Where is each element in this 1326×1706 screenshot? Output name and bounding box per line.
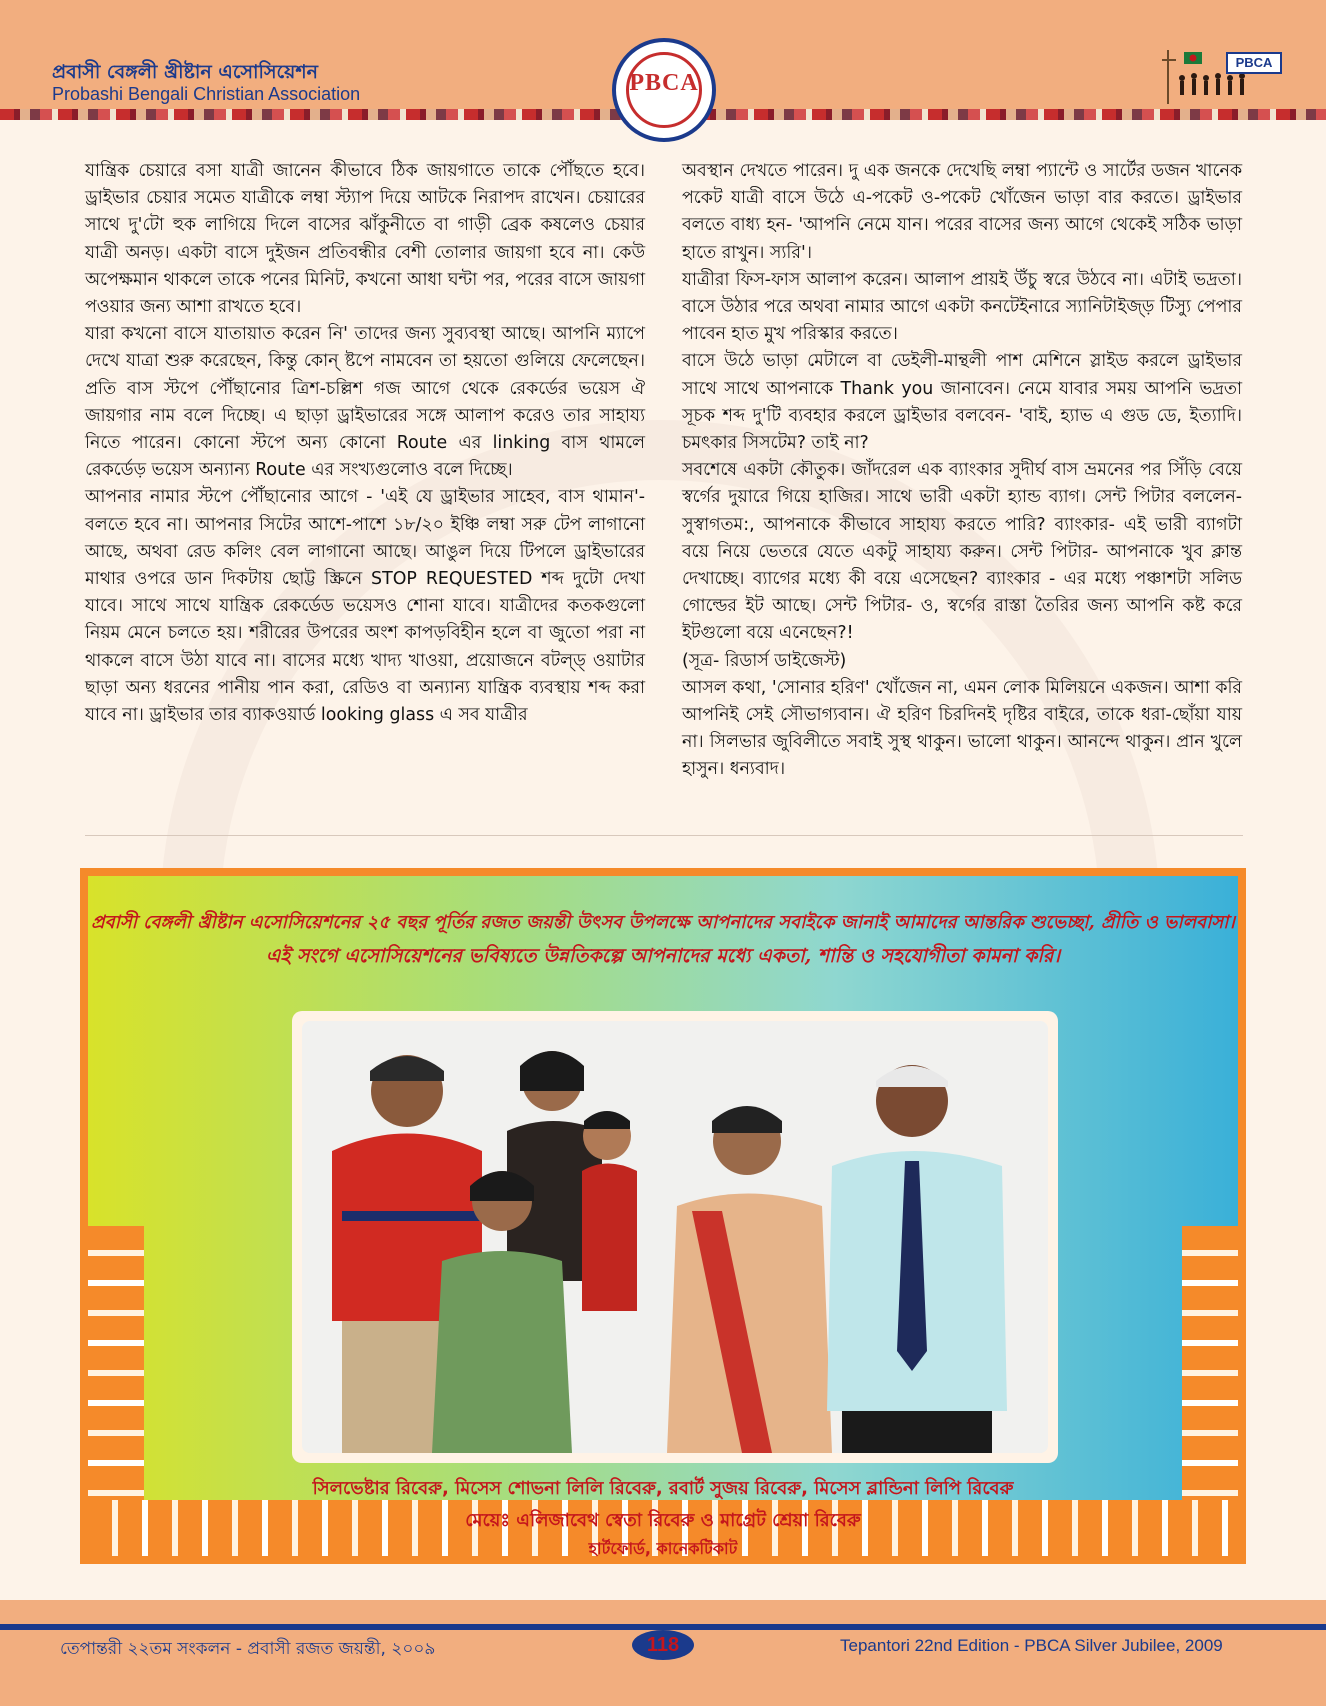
logo-letters: PBCA [629,70,699,96]
article-right-column [682,158,1242,784]
article-paragraph: যারা কখনো বাসে যাতায়াত করেন নি' তাদের জন্য সুব্যবস্থা আছে। আপনি ম্যাপে দেখে যাত্রা শুরু করেছেন, কিন্তু কোন্ ষ্টপে নামবেন তা হয়তো গুলিয়ে ফেলেছেন। প্রতি বাস স্টপে পৌঁছানোর ত্রিশ-চল্লিশ গজ আগে থেকে রেকর্ডের ভয়েস ঐ জায়গার নাম বলে দিচ্ছে। এ ছাড়া ড্রাইভারের সঙ্গে আলাপ করেও তার সাহায্য নিতে পারেন। কোনো স্টপে অন্য কোনো Route এর linking বাস থামলে রেকর্ডেড় ভয়েস অন্যান্য Route এর সংখ্যগুলোও বলে দিচ্ছে। [85,324,645,481]
pbca-logo [612,38,716,142]
section-divider [85,835,1243,836]
org-name-english: Probashi Bengali Christian Association [52,84,361,104]
org-name-bengali: প্রবাসী বেঙ্গলী খ্রীষ্টান এসোসিয়েশন [52,61,318,83]
article-paragraph: সবশেষে একটা কৌতুক। জাঁদরেল এক ব্যাংকার সুদীর্ঘ বাস ভ্রমনের পর সিঁড়ি বেয়ে স্বর্গের দুয়ারে গিয়ে হাজির। সাথে ভারী একটা হ্যান্ড ব্যাগ। সেন্ট পিটার বললেন-সুস্বাগতম:, আপনাকে কীভাবে সাহায্য করতে পারি? ব্যাংকার- এই ভারী ব্যাগটা বয়ে নিয়ে ভেতরে যেতে একটু সাহায্য করুন। সেন্ট পিটার- আপনাকে খুব ক্লান্ত দেখাচ্ছে। ব্যাগের মধ্যে কী বয়ে এসেছেন? ব্যাংকার - এর মধ্যে পঞ্চাশটা সলিড গোল্ডের ইট আছে। সেন্ট পিটার- ও, স্বর্গের রাস্তা তৈরির জন্য আপনি কষ্ট করে ইটগুলো বয়ে এনেছেন?! [682,460,1242,644]
greeting-line-2: এই সংগে এসোসিয়েশনের ভবিষ্যতে উন্নতিকল্পে আপনাদের মধ্যে একতা, শান্তি ও সহযোগীতা কামনা করি। [265,945,1061,967]
footer-edition-english: Tepantori 22nd Edition - PBCA Silver Jubilee, 2009 [840,1636,1223,1655]
photo-caption-daughters: মেয়েঃ এলিজাবেথ স্বেতা রিবেরু ও মাগ্রেট শ্রেয়া রিবেরু [465,1510,861,1531]
article-paragraph: যাত্রীরা ফিস-ফাস আলাপ করেন। আলাপ প্রায়ই উঁচু স্বরে উঠবে না। এটাই ভদ্রতা। বাসে উঠার পরে অথবা নামার আগে একটা কনটেইনারে স্যানিটাইজ্ড় টিস্যু পেপার পাবেন হাত মুখ পরিস্কার করতে। [682,269,1242,345]
article-paragraph: যান্ত্রিক চেয়ারে বসা যাত্রী জানেন কীভাবে ঠিক জায়গাতে তাকে পৌঁছতে হবে। ড্রাইভার চেয়ার সমেত যাত্রীকে লম্বা স্ট্যাপ দিয়ে আটকে নিরাপদ রাখেন। চেয়ারের সাথে দু'টো হুক লাগিয়ে দিলে বাসের ঝাঁকুনীতে বা গাড়ী ব্রেক কষলেও চেয়ার যাত্রী অনড়। একটা বাসে দুইজন প্রতিবন্ধীর বেশী তোলার জায়গা হবে না। কেউ অপেক্ষমান থাকলে তাকে পনের মিনিট, কখনো আধা ঘন্টা পর, পরের বাসে জায়গা পওয়ার জন্য আশা রাখতে হবে। [85,161,645,318]
photo-caption-location: হার্টফোর্ড, কানেকটিকাট [588,1539,738,1558]
family-photo-illustration [302,1021,1048,1453]
greeting-banner [80,868,1246,1564]
article-paragraph: আসল কথা, 'সোনার হরিণ' খোঁজেন না, এমন লোক মিলিয়নে একজন। আশা করি আপনিই সেই সৌভাগ্যবান। ঐ হরিণ চিরদিনই দৃষ্টির বাইরে, তাকে ধরা-ছোঁয়া যায় না। সিলভার জুবিলীতে সবাই সুস্থ থাকুন। ভালো থাকুন। আনন্দে থাকুন। প্রান খুলে হাসুন। ধন্যবাদ। [682,677,1242,780]
page-number: 118 [632,1630,694,1660]
article-paragraph: বাসে উঠে ভাড়া মেটালে বা ডেইলী-মান্থলী পাশ মেশিনে স্লাইড করলে ড্রাইভার সাথে সাথে আপনাকে Thank you জানাবেন। নেমে যাবার সময় আপনি ভদ্রতা সূচক শব্দ দু'টি ব্যবহার করলে ড্রাইভার বলবেন- 'বাই, হ্যাভ এ গুড ডে, ইত্যাদি। চমৎকার সিসটেম? তাই না? [682,351,1242,454]
greeting-line-1: প্রবাসী বেঙ্গলী খ্রীষ্টান এসোসিয়েশনের ২৫ বছর পূর্তির রজত জয়ন্তী উৎসব উপলক্ষে আপনাদের সবাইকে জানাই আমাদের আন্তরিক শুভেচ্ছা, প্রীতি ও ভালবাসা। [91,912,1235,933]
page-header [0,0,1326,120]
article-left-column [85,158,645,729]
article-paragraph: আপনার নামার স্টপে পৌঁছানোর আগে - 'এই যে ড্রাইভার সাহেব, বাস থামান'-বলতে হবে না। আপনার সিটের আশে-পাশে ১৮/২০ ইঞ্চি লম্বা সরু টেপ লাগানো আছে, অথবা রেড কলিং বেল লাগানো আছে। আঙুল দিয়ে টিপলে ড্রাইভারের মাথার ওপরে ডান দিকটায় ছোট্ট স্ক্রিনে STOP REQUESTED শব্দ দুটো দেখা যাবে। সাথে সাথে যান্ত্রিক রেকর্ডেড ভয়েসও শোনা যাবে। যাত্রীদের কতকগুলো নিয়ম মেনে চলতে হয়। শরীরের উপরের অংশ কাপড়বিহীন হলে বা জুতো পরা না থাকলে বাসে উঠা যাবে না। বাসের মধ্যে খাদ্য খাওয়া, প্রয়োজনে বটল্ড্ ওয়াটার ছাড়া অন্য ধরনের পানীয় পান করা, রেডিও বা অন্যান্য যান্ত্রিক ব্যবস্থায় শব্দ করা যাবে না। ড্রাইভার তার ব্যাকওয়ার্ড looking glass এ সব যাত্রীর [85,487,645,726]
pbca-badge: PBCA [1226,52,1282,74]
footer-edition-bengali: তেপান্তরী ২২তম সংকলন - প্রবাসী রজত জয়ন্তী, ২০০৯ [60,1639,436,1659]
family-photo [302,1021,1048,1453]
source-note: (সূত্র- রিডার্স ডাইজেস্ট) [682,650,847,671]
photo-caption-names: সিলভেষ্টার রিবেরু, মিসেস শোভনা লিলি রিবেরু, রবার্ট সুজয় রিবেরু, মিসেস ব্লান্ডিনা লিপি রিবেরু [312,1478,1014,1499]
photo-frame [292,1011,1058,1463]
article-paragraph: অবস্থান দেখতে পারেন। দু এক জনকে দেখেছি লম্বা প্যান্টে ও সার্টের ডজন খানেক পকেট যাত্রী বাসে উঠে এ-পকেট ও-পকেট খোঁজেন ভাড়া বার করতে। ড্রাইভার বলতে বাধ্য হন- 'আপনি নেমে যান। পরের বাসের জন্য আগে থেকেই সঠিক ভাড়া হাতে রাখুন। স্যরি'। [682,161,1242,263]
banner-gradient [88,876,1238,1556]
